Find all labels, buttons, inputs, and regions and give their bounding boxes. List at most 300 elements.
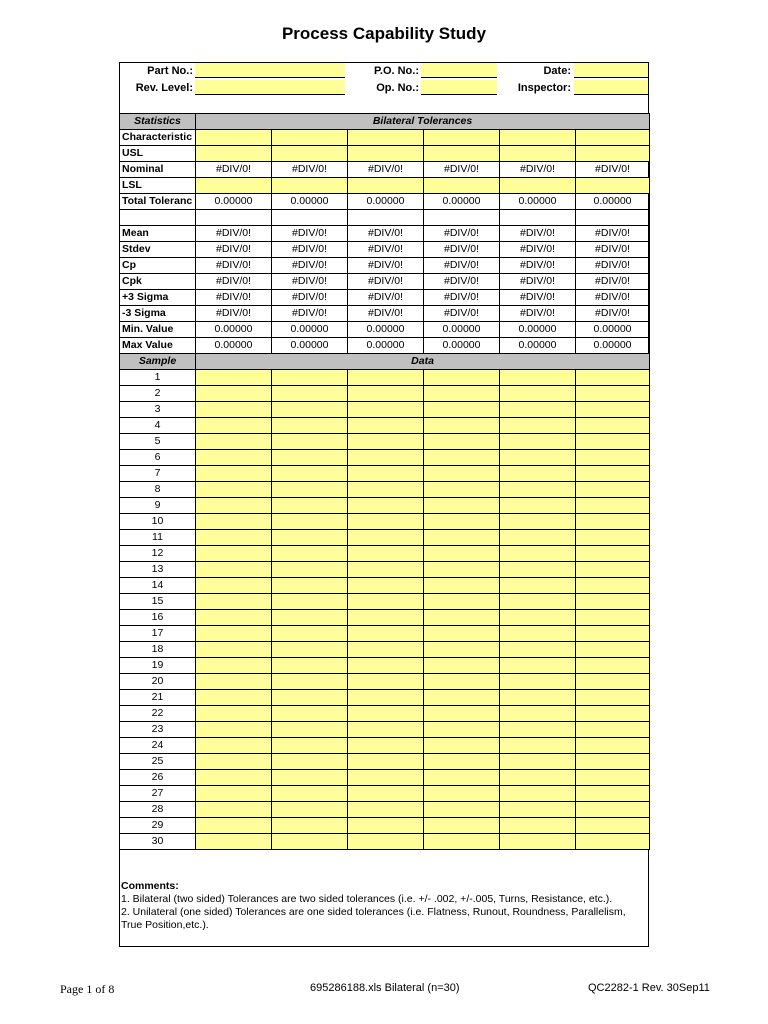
data-input-cell[interactable] — [500, 769, 576, 785]
input-cell[interactable] — [424, 178, 500, 194]
value-cell: #DIV/0! — [424, 162, 500, 178]
data-input-cell[interactable] — [500, 609, 576, 625]
data-input-cell[interactable] — [576, 625, 650, 641]
data-input-cell[interactable] — [348, 449, 424, 465]
data-input-cell[interactable] — [576, 833, 650, 849]
data-input-cell[interactable] — [500, 513, 576, 529]
data-input-cell[interactable] — [500, 545, 576, 561]
data-input-cell[interactable] — [500, 593, 576, 609]
data-input-cell[interactable] — [500, 433, 576, 449]
data-input-cell[interactable] — [196, 705, 272, 721]
sample-number: 28 — [120, 801, 196, 817]
stats-row — [120, 241, 650, 257]
value-cell: 0.00000 — [576, 194, 650, 210]
sample-number: 15 — [120, 593, 196, 609]
data-input-cell[interactable] — [424, 817, 500, 833]
data-input-cell[interactable] — [576, 417, 650, 433]
statistics-heading: Statistics — [120, 114, 196, 130]
data-input-cell[interactable] — [272, 657, 348, 673]
capability-table-body — [120, 114, 650, 850]
data-input-cell[interactable] — [424, 513, 500, 529]
sample-number: 30 — [120, 833, 196, 849]
data-input-cell[interactable] — [272, 449, 348, 465]
data-input-cell[interactable] — [272, 577, 348, 593]
data-input-cell[interactable] — [500, 641, 576, 657]
data-input-cell[interactable] — [500, 785, 576, 801]
data-input-cell[interactable] — [196, 401, 272, 417]
sample-row — [120, 497, 650, 513]
data-input-cell[interactable] — [576, 801, 650, 817]
data-input-cell[interactable] — [424, 545, 500, 561]
sample-number: 27 — [120, 785, 196, 801]
sample-number: 21 — [120, 689, 196, 705]
data-input-cell[interactable] — [576, 705, 650, 721]
data-input-cell[interactable] — [196, 433, 272, 449]
data-input-cell[interactable] — [576, 513, 650, 529]
stats-row — [120, 146, 650, 162]
data-input-cell[interactable] — [196, 625, 272, 641]
data-input-cell[interactable] — [348, 465, 424, 481]
sample-number: 8 — [120, 481, 196, 497]
data-input-cell[interactable] — [424, 641, 500, 657]
sample-row — [120, 705, 650, 721]
data-input-cell[interactable] — [272, 609, 348, 625]
data-input-cell[interactable] — [196, 673, 272, 689]
data-input-cell[interactable] — [500, 401, 576, 417]
value-cell: #DIV/0! — [272, 305, 348, 321]
data-input-cell[interactable] — [348, 833, 424, 849]
data-input-cell[interactable] — [500, 417, 576, 433]
value-cell: 0.00000 — [196, 194, 272, 210]
data-input-cell[interactable] — [500, 801, 576, 817]
data-input-cell[interactable] — [576, 641, 650, 657]
input-cell[interactable] — [348, 146, 424, 162]
data-input-cell[interactable] — [272, 481, 348, 497]
data-input-cell[interactable] — [196, 769, 272, 785]
value-cell: #DIV/0! — [576, 289, 650, 305]
data-input-cell[interactable] — [348, 721, 424, 737]
data-heading: Data — [196, 353, 650, 369]
date-label: Date: — [543, 65, 571, 77]
data-input-cell[interactable] — [348, 609, 424, 625]
header-row-2 — [119, 80, 649, 96]
data-input-cell[interactable] — [272, 513, 348, 529]
input-cell[interactable] — [424, 130, 500, 146]
data-input-cell[interactable] — [272, 545, 348, 561]
data-input-cell[interactable] — [196, 561, 272, 577]
sample-row — [120, 769, 650, 785]
data-input-cell[interactable] — [272, 689, 348, 705]
input-cell[interactable] — [424, 146, 500, 162]
data-input-cell[interactable] — [348, 769, 424, 785]
value-cell: #DIV/0! — [272, 241, 348, 257]
value-cell: #DIV/0! — [424, 225, 500, 241]
sample-row — [120, 833, 650, 849]
data-input-cell[interactable] — [576, 689, 650, 705]
sample-number: 24 — [120, 737, 196, 753]
data-input-cell[interactable] — [424, 433, 500, 449]
data-input-cell[interactable] — [196, 737, 272, 753]
data-input-cell[interactable] — [424, 785, 500, 801]
sample-row — [120, 369, 650, 385]
input-cell[interactable] — [500, 146, 576, 162]
value-cell: #DIV/0! — [500, 257, 576, 273]
data-input-cell[interactable] — [348, 625, 424, 641]
comments-block — [121, 880, 645, 932]
sample-row — [120, 593, 650, 609]
data-input-cell[interactable] — [196, 417, 272, 433]
data-input-cell[interactable] — [424, 657, 500, 673]
sample-row — [120, 753, 650, 769]
header-row-1 — [119, 63, 649, 79]
data-input-cell[interactable] — [424, 721, 500, 737]
data-input-cell[interactable] — [272, 801, 348, 817]
value-cell: #DIV/0! — [424, 289, 500, 305]
data-input-cell[interactable] — [196, 577, 272, 593]
data-input-cell[interactable] — [576, 449, 650, 465]
input-cell[interactable] — [196, 178, 272, 194]
data-input-cell[interactable] — [576, 577, 650, 593]
data-input-cell[interactable] — [576, 385, 650, 401]
data-input-cell[interactable] — [348, 577, 424, 593]
value-cell: #DIV/0! — [348, 273, 424, 289]
data-input-cell[interactable] — [576, 529, 650, 545]
data-input-cell[interactable] — [196, 481, 272, 497]
value-cell: 0.00000 — [348, 337, 424, 353]
sample-number: 7 — [120, 465, 196, 481]
data-input-cell[interactable] — [500, 833, 576, 849]
data-input-cell[interactable] — [348, 593, 424, 609]
data-input-cell[interactable] — [196, 657, 272, 673]
value-cell: 0.00000 — [576, 337, 650, 353]
data-input-cell[interactable] — [500, 481, 576, 497]
sample-header-row — [120, 353, 650, 369]
data-input-cell[interactable] — [424, 609, 500, 625]
data-input-cell[interactable] — [272, 561, 348, 577]
input-cell[interactable] — [196, 130, 272, 146]
data-input-cell[interactable] — [196, 833, 272, 849]
sample-number: 17 — [120, 625, 196, 641]
data-input-cell[interactable] — [272, 401, 348, 417]
data-input-cell[interactable] — [196, 449, 272, 465]
data-input-cell[interactable] — [348, 753, 424, 769]
sample-row — [120, 433, 650, 449]
data-input-cell[interactable] — [348, 545, 424, 561]
data-input-cell[interactable] — [196, 753, 272, 769]
data-input-cell[interactable] — [348, 737, 424, 753]
data-input-cell[interactable] — [576, 481, 650, 497]
data-input-cell[interactable] — [348, 657, 424, 673]
data-input-cell[interactable] — [424, 497, 500, 513]
input-cell[interactable] — [272, 146, 348, 162]
input-cell[interactable] — [576, 130, 650, 146]
data-input-cell[interactable] — [348, 433, 424, 449]
value-cell: 0.00000 — [500, 194, 576, 210]
part-no-label: Part No.: — [147, 65, 193, 77]
data-input-cell[interactable] — [500, 369, 576, 385]
sample-row — [120, 577, 650, 593]
data-input-cell[interactable] — [424, 689, 500, 705]
sample-row — [120, 625, 650, 641]
sample-row — [120, 737, 650, 753]
data-input-cell[interactable] — [500, 577, 576, 593]
data-input-cell[interactable] — [500, 657, 576, 673]
sample-row — [120, 481, 650, 497]
sample-row — [120, 449, 650, 465]
data-input-cell[interactable] — [424, 593, 500, 609]
sample-number: 6 — [120, 449, 196, 465]
data-input-cell[interactable] — [272, 721, 348, 737]
data-input-cell[interactable] — [272, 385, 348, 401]
sample-number: 23 — [120, 721, 196, 737]
data-input-cell[interactable] — [272, 433, 348, 449]
sample-row — [120, 657, 650, 673]
stats-row — [120, 321, 650, 337]
rev-level-field[interactable] — [195, 80, 345, 95]
data-input-cell[interactable] — [576, 545, 650, 561]
data-input-cell[interactable] — [348, 385, 424, 401]
data-input-cell[interactable] — [272, 369, 348, 385]
data-input-cell[interactable] — [424, 769, 500, 785]
sample-row — [120, 417, 650, 433]
spacer-cell — [348, 210, 424, 226]
data-input-cell[interactable] — [576, 561, 650, 577]
input-cell[interactable] — [348, 130, 424, 146]
data-input-cell[interactable] — [272, 785, 348, 801]
data-input-cell[interactable] — [424, 465, 500, 481]
data-input-cell[interactable] — [500, 673, 576, 689]
data-input-cell[interactable] — [272, 593, 348, 609]
data-input-cell[interactable] — [196, 689, 272, 705]
stats-row — [120, 162, 650, 178]
data-input-cell[interactable] — [500, 689, 576, 705]
data-input-cell[interactable] — [500, 753, 576, 769]
data-input-cell[interactable] — [196, 513, 272, 529]
data-input-cell[interactable] — [196, 721, 272, 737]
data-input-cell[interactable] — [272, 817, 348, 833]
sample-row — [120, 561, 650, 577]
data-input-cell[interactable] — [576, 721, 650, 737]
date-field[interactable] — [574, 63, 648, 78]
value-cell: 0.00000 — [424, 337, 500, 353]
stats-label: +3 Sigma — [120, 289, 196, 305]
part-no-field[interactable] — [195, 63, 345, 78]
value-cell: #DIV/0! — [576, 225, 650, 241]
sample-row — [120, 609, 650, 625]
value-cell: #DIV/0! — [348, 289, 424, 305]
data-input-cell[interactable] — [576, 465, 650, 481]
data-input-cell[interactable] — [196, 609, 272, 625]
data-input-cell[interactable] — [272, 737, 348, 753]
data-input-cell[interactable] — [348, 529, 424, 545]
data-input-cell[interactable] — [576, 817, 650, 833]
data-input-cell[interactable] — [500, 625, 576, 641]
data-input-cell[interactable] — [576, 657, 650, 673]
input-cell[interactable] — [348, 178, 424, 194]
data-input-cell[interactable] — [272, 497, 348, 513]
sample-row — [120, 465, 650, 481]
stats-row — [120, 130, 650, 146]
data-input-cell[interactable] — [348, 561, 424, 577]
data-input-cell[interactable] — [424, 737, 500, 753]
data-input-cell[interactable] — [500, 385, 576, 401]
data-input-cell[interactable] — [500, 817, 576, 833]
data-input-cell[interactable] — [424, 385, 500, 401]
sample-number: 14 — [120, 577, 196, 593]
input-cell[interactable] — [576, 146, 650, 162]
data-input-cell[interactable] — [424, 449, 500, 465]
value-cell: #DIV/0! — [196, 241, 272, 257]
input-cell[interactable] — [272, 178, 348, 194]
stats-label: Mean — [120, 225, 196, 241]
data-input-cell[interactable] — [196, 529, 272, 545]
data-input-cell[interactable] — [500, 465, 576, 481]
data-input-cell[interactable] — [348, 705, 424, 721]
data-input-cell[interactable] — [272, 641, 348, 657]
data-input-cell[interactable] — [500, 529, 576, 545]
data-input-cell[interactable] — [424, 833, 500, 849]
data-input-cell[interactable] — [272, 769, 348, 785]
data-input-cell[interactable] — [272, 529, 348, 545]
data-input-cell[interactable] — [576, 401, 650, 417]
value-cell: #DIV/0! — [272, 162, 348, 178]
data-input-cell[interactable] — [424, 417, 500, 433]
input-cell[interactable] — [500, 130, 576, 146]
data-input-cell[interactable] — [424, 577, 500, 593]
sample-number: 4 — [120, 417, 196, 433]
data-input-cell[interactable] — [348, 801, 424, 817]
data-input-cell[interactable] — [500, 561, 576, 577]
stats-label: Stdev — [120, 241, 196, 257]
data-input-cell[interactable] — [424, 529, 500, 545]
data-input-cell[interactable] — [424, 705, 500, 721]
input-cell[interactable] — [576, 178, 650, 194]
input-cell[interactable] — [196, 146, 272, 162]
value-cell: 0.00000 — [196, 321, 272, 337]
spacer-cell — [272, 210, 348, 226]
footer-file: 695286188.xls Bilateral (n=30) — [310, 982, 460, 994]
data-input-cell[interactable] — [576, 673, 650, 689]
spacer-cell — [576, 210, 650, 226]
data-input-cell[interactable] — [424, 401, 500, 417]
data-input-cell[interactable] — [576, 609, 650, 625]
input-cell[interactable] — [272, 130, 348, 146]
data-input-cell[interactable] — [348, 513, 424, 529]
sample-number: 12 — [120, 545, 196, 561]
input-cell[interactable] — [500, 178, 576, 194]
value-cell: #DIV/0! — [576, 162, 650, 178]
data-input-cell[interactable] — [196, 497, 272, 513]
sample-number: 13 — [120, 561, 196, 577]
data-input-cell[interactable] — [348, 417, 424, 433]
data-input-cell[interactable] — [196, 785, 272, 801]
data-input-cell[interactable] — [348, 369, 424, 385]
sample-number: 1 — [120, 369, 196, 385]
sample-row — [120, 513, 650, 529]
value-cell: #DIV/0! — [348, 225, 424, 241]
sample-heading: Sample — [120, 353, 196, 369]
data-input-cell[interactable] — [196, 817, 272, 833]
data-input-cell[interactable] — [348, 641, 424, 657]
data-input-cell[interactable] — [196, 385, 272, 401]
op-no-field[interactable] — [421, 80, 497, 95]
value-cell: #DIV/0! — [500, 305, 576, 321]
data-input-cell[interactable] — [500, 721, 576, 737]
data-input-cell[interactable] — [424, 625, 500, 641]
data-input-cell[interactable] — [576, 369, 650, 385]
comment-line-2: 2. Unilateral (one sided) Tolerances are one sided tolerances (i.e. Flatness, Runout, Roundness, Parallelism, True Position,etc.). — [121, 906, 626, 931]
value-cell: #DIV/0! — [272, 289, 348, 305]
data-input-cell[interactable] — [424, 561, 500, 577]
data-input-cell[interactable] — [272, 417, 348, 433]
data-input-cell[interactable] — [576, 753, 650, 769]
data-input-cell[interactable] — [500, 449, 576, 465]
value-cell: #DIV/0! — [196, 257, 272, 273]
data-input-cell[interactable] — [196, 593, 272, 609]
footer-rev: QC2282-1 Rev. 30Sep11 — [588, 982, 710, 994]
data-input-cell[interactable] — [424, 801, 500, 817]
spacer-row — [120, 210, 650, 226]
data-input-cell[interactable] — [348, 673, 424, 689]
data-input-cell[interactable] — [576, 593, 650, 609]
data-input-cell[interactable] — [424, 673, 500, 689]
sample-row — [120, 545, 650, 561]
data-input-cell[interactable] — [424, 481, 500, 497]
stats-label: Max Value — [120, 337, 196, 353]
data-input-cell[interactable] — [576, 769, 650, 785]
data-input-cell[interactable] — [272, 753, 348, 769]
data-input-cell[interactable] — [500, 737, 576, 753]
data-input-cell[interactable] — [500, 705, 576, 721]
data-input-cell[interactable] — [272, 833, 348, 849]
data-input-cell[interactable] — [348, 817, 424, 833]
data-input-cell[interactable] — [424, 753, 500, 769]
data-input-cell[interactable] — [196, 369, 272, 385]
data-input-cell[interactable] — [348, 481, 424, 497]
po-no-field[interactable] — [421, 63, 497, 78]
data-input-cell[interactable] — [424, 369, 500, 385]
spacer-cell — [120, 210, 196, 226]
value-cell: #DIV/0! — [500, 162, 576, 178]
sample-row — [120, 385, 650, 401]
value-cell: #DIV/0! — [500, 273, 576, 289]
data-input-cell[interactable] — [576, 497, 650, 513]
data-input-cell[interactable] — [196, 545, 272, 561]
spacer-cell — [196, 210, 272, 226]
data-input-cell[interactable] — [348, 689, 424, 705]
data-input-cell[interactable] — [196, 641, 272, 657]
bilateral-heading: Bilateral Tolerances — [196, 114, 650, 130]
data-input-cell[interactable] — [500, 497, 576, 513]
data-input-cell[interactable] — [348, 785, 424, 801]
value-cell: #DIV/0! — [196, 273, 272, 289]
data-input-cell[interactable] — [576, 433, 650, 449]
data-input-cell[interactable] — [348, 401, 424, 417]
inspector-field[interactable] — [574, 80, 648, 95]
data-input-cell[interactable] — [272, 465, 348, 481]
data-input-cell[interactable] — [272, 673, 348, 689]
data-input-cell[interactable] — [196, 465, 272, 481]
data-input-cell[interactable] — [576, 785, 650, 801]
data-input-cell[interactable] — [272, 705, 348, 721]
value-cell: 0.00000 — [272, 337, 348, 353]
data-input-cell[interactable] — [272, 625, 348, 641]
data-input-cell[interactable] — [196, 801, 272, 817]
data-input-cell[interactable] — [348, 497, 424, 513]
stats-row — [120, 257, 650, 273]
sample-row — [120, 785, 650, 801]
data-input-cell[interactable] — [576, 737, 650, 753]
